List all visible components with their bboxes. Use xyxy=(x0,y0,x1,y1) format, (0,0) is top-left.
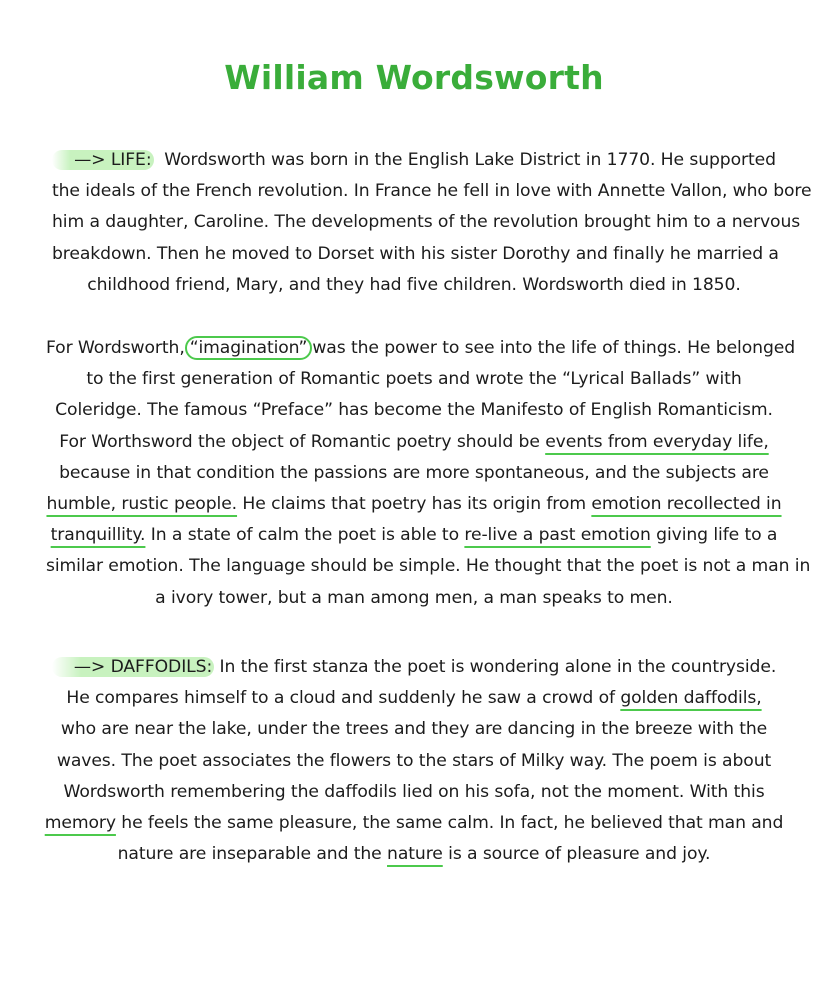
text-segment: is a source of pleasure and joy. xyxy=(448,844,711,865)
imagination-line-2: to the first generation of Romantic poets and wrote the “Lyrical Ballads” with xyxy=(86,369,742,390)
imagination-line-9: a ivory tower, but a man among men, a man speaks to men. xyxy=(155,587,673,608)
life-line-3: him a daughter, Caroline. The developments of the revolution brought him to a nervous xyxy=(52,212,801,233)
life-line-1 xyxy=(52,145,776,176)
life-line-4: breakdown. Then he moved to Dorset with his sister Dorothy and finally he married a xyxy=(52,243,779,264)
imagination-line-1 xyxy=(46,333,796,364)
daffodils-line-3: who are near the lake, under the trees and they are dancing in the breeze with the xyxy=(60,719,768,740)
imagination-line-7 xyxy=(46,520,782,551)
life-paragraph xyxy=(52,145,812,301)
text-segment: In a state of calm the poet is able to xyxy=(150,525,459,546)
daffodils-line-5: Wordsworth remembering the daffodils lied on his sofa, not the moment. With this xyxy=(63,781,765,802)
text-segment: For Worthsword the object of Romantic poetry should be xyxy=(59,431,540,452)
life-line-2: the ideals of the French revolution. In France he fell in love with Annette Vallon, who bore xyxy=(52,181,812,202)
underlined-nature: nature xyxy=(387,844,443,865)
underlined-humble-rustic: humble, rustic people. xyxy=(46,494,238,515)
underlined-relive-emotion: re-live a past emotion xyxy=(464,525,651,546)
text-segment: giving life to a xyxy=(656,525,778,546)
text-segment: nature are inseparable and the xyxy=(117,844,382,865)
life-line-5: childhood friend, Mary, and they had five children. Wordsworth died in 1850. xyxy=(87,274,741,295)
imagination-line-3: Coleridge. The famous “Preface” has become the Manifesto of English Romanticism. xyxy=(55,400,773,421)
daffodils-line-2 xyxy=(42,683,786,714)
text-segment: was the power to see into the life of things. He belonged xyxy=(312,338,796,358)
daffodils-line-4: waves. The poet associates the flowers to the stars of Milky way. The poem is about xyxy=(56,750,772,771)
imagination-line-5: because in that condition the passions are more spontaneous, and the subjects are xyxy=(59,462,769,483)
daffodils-heading: —> DAFFODILS: xyxy=(52,657,214,677)
underlined-tranquillity: tranquillity. xyxy=(50,525,146,546)
text-segment: In the first stanza the poet is wondering alone in the countryside. xyxy=(219,657,777,677)
daffodils-line-1 xyxy=(42,652,786,683)
text-segment: He compares himself to a cloud and suddenly he saw a crowd of xyxy=(66,688,615,709)
daffodils-paragraph xyxy=(42,652,786,870)
daffodils-line-6 xyxy=(42,808,786,839)
daffodils-line-7 xyxy=(42,839,786,870)
underlined-golden-daffodils: golden daffodils, xyxy=(620,688,762,709)
life-text: Wordsworth was born in the English Lake District in 1770. He supported xyxy=(164,150,776,170)
underlined-emotion-recollected: emotion recollected in xyxy=(591,494,782,515)
text-segment: he feels the same pleasure, the same calm. In fact, he believed that man and xyxy=(121,813,784,834)
underlined-memory: memory xyxy=(44,813,116,834)
life-heading: —> LIFE: xyxy=(52,150,153,170)
imagination-line-4 xyxy=(46,427,782,458)
underlined-everyday-life: events from everyday life, xyxy=(545,431,769,452)
page-title: William Wordsworth xyxy=(224,58,604,97)
imagination-paragraph xyxy=(46,333,811,614)
text-segment: For Wordsworth, xyxy=(46,338,185,358)
imagination-line-6 xyxy=(46,489,782,520)
circled-term-imagination: “imagination” xyxy=(185,336,313,360)
text-segment: He claims that poetry has its origin from xyxy=(242,494,586,515)
imagination-line-8: similar emotion. The language should be simple. He thought that the poet is not a man in xyxy=(46,556,811,577)
